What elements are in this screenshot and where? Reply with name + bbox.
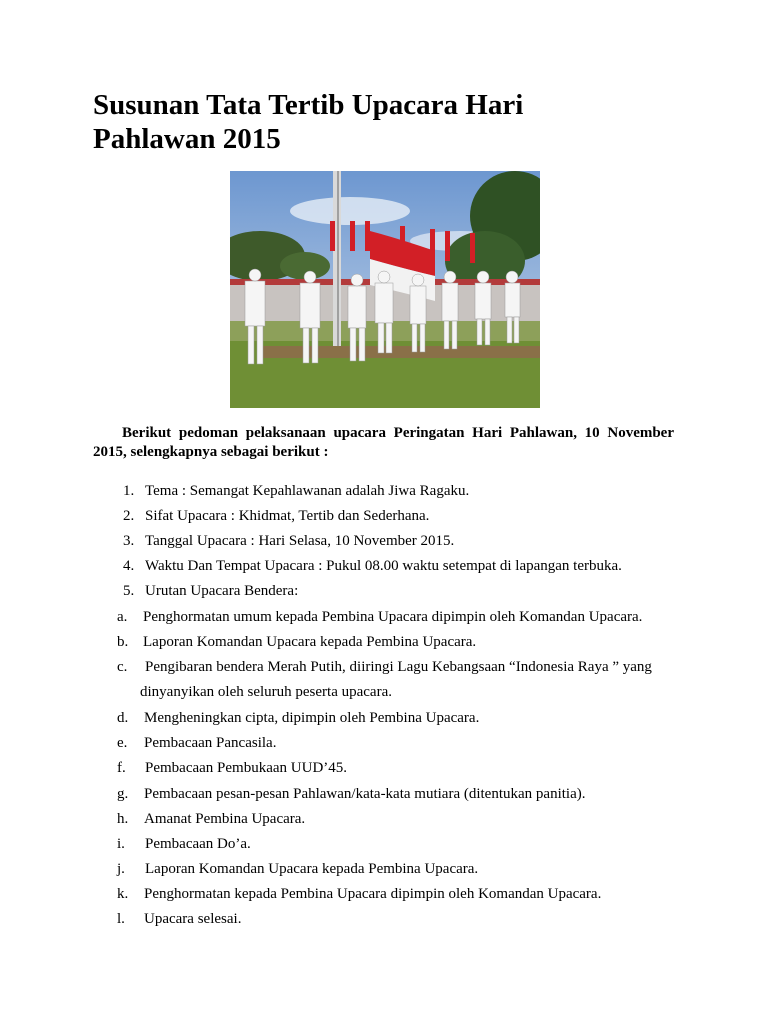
list-marker: h.	[117, 811, 129, 827]
list-marker: 1.	[123, 483, 135, 499]
list-item-text: Pengibaran bendera Merah Putih, diiringi Lagu Kebangsaan “Indonesia Raya ” yang	[145, 659, 652, 675]
list-item-text: Pembacaan Do’a.	[145, 836, 251, 852]
list-marker: d.	[117, 710, 129, 726]
list-marker: 2.	[123, 508, 135, 524]
list-marker: a.	[117, 609, 128, 625]
list-item-text: Laporan Komandan Upacara kepada Pembina Upacara.	[145, 861, 479, 877]
list-marker: j.	[117, 861, 125, 877]
list-marker: f.	[117, 760, 126, 776]
list-item-text: Tema : Semangat Kepahlawanan adalah Jiwa Ragaku.	[145, 483, 470, 499]
list-item-text: dinyanyikan oleh seluruh peserta upacara.	[140, 684, 392, 700]
list-item-text: Pembacaan pesan-pesan Pahlawan/kata-kata mutiara (ditentukan panitia).	[144, 786, 586, 802]
list-item-text: Amanat Pembina Upacara.	[144, 811, 306, 827]
list-item-text: Waktu Dan Tempat Upacara : Pukul 08.00 waktu setempat di lapangan terbuka.	[145, 558, 622, 574]
list-marker: e.	[117, 735, 128, 751]
list-marker: 5.	[123, 583, 135, 599]
list-marker: k.	[117, 886, 129, 902]
page-title	[93, 88, 693, 156]
list-marker: 4.	[123, 558, 135, 574]
list-item-text: Mengheningkan cipta, dipimpin oleh Pembina Upacara.	[144, 710, 480, 726]
title-line-2: Pahlawan 2015	[93, 123, 281, 155]
list-marker: b.	[117, 634, 129, 650]
list-item-text: Penghormatan kepada Pembina Upacara dipimpin oleh Komandan Upacara.	[144, 886, 602, 902]
list-item-text: Pembacaan Pancasila.	[144, 735, 277, 751]
list-item-text: Laporan Komandan Upacara kepada Pembina Upacara.	[143, 634, 477, 650]
list-item-text: Pembacaan Pembukaan UUD’45.	[145, 760, 348, 776]
list-marker: l.	[117, 911, 125, 927]
flag-ceremony-photo	[230, 171, 540, 408]
intro-paragraph: Berikut pedoman pelaksanaan upacara Peringatan Hari Pahlawan, 10 November 2015, selengkapnya sebagai berikut :	[93, 425, 674, 460]
list-marker: i.	[117, 836, 125, 852]
list-item-text: Upacara selesai.	[144, 911, 242, 927]
list-item-text: Penghormatan umum kepada Pembina Upacara dipimpin oleh Komandan Upacara.	[143, 609, 643, 625]
list-marker: g.	[117, 786, 129, 802]
list-marker: c.	[117, 659, 128, 675]
title-line-1: Susunan Tata Tertib Upacara Hari	[93, 89, 524, 121]
list-item-text: Urutan Upacara Bendera:	[145, 583, 299, 599]
list-item-text: Sifat Upacara : Khidmat, Tertib dan Sederhana.	[145, 508, 430, 524]
list-item-text: Tanggal Upacara : Hari Selasa, 10 November 2015.	[145, 533, 455, 549]
list-marker: 3.	[123, 533, 135, 549]
